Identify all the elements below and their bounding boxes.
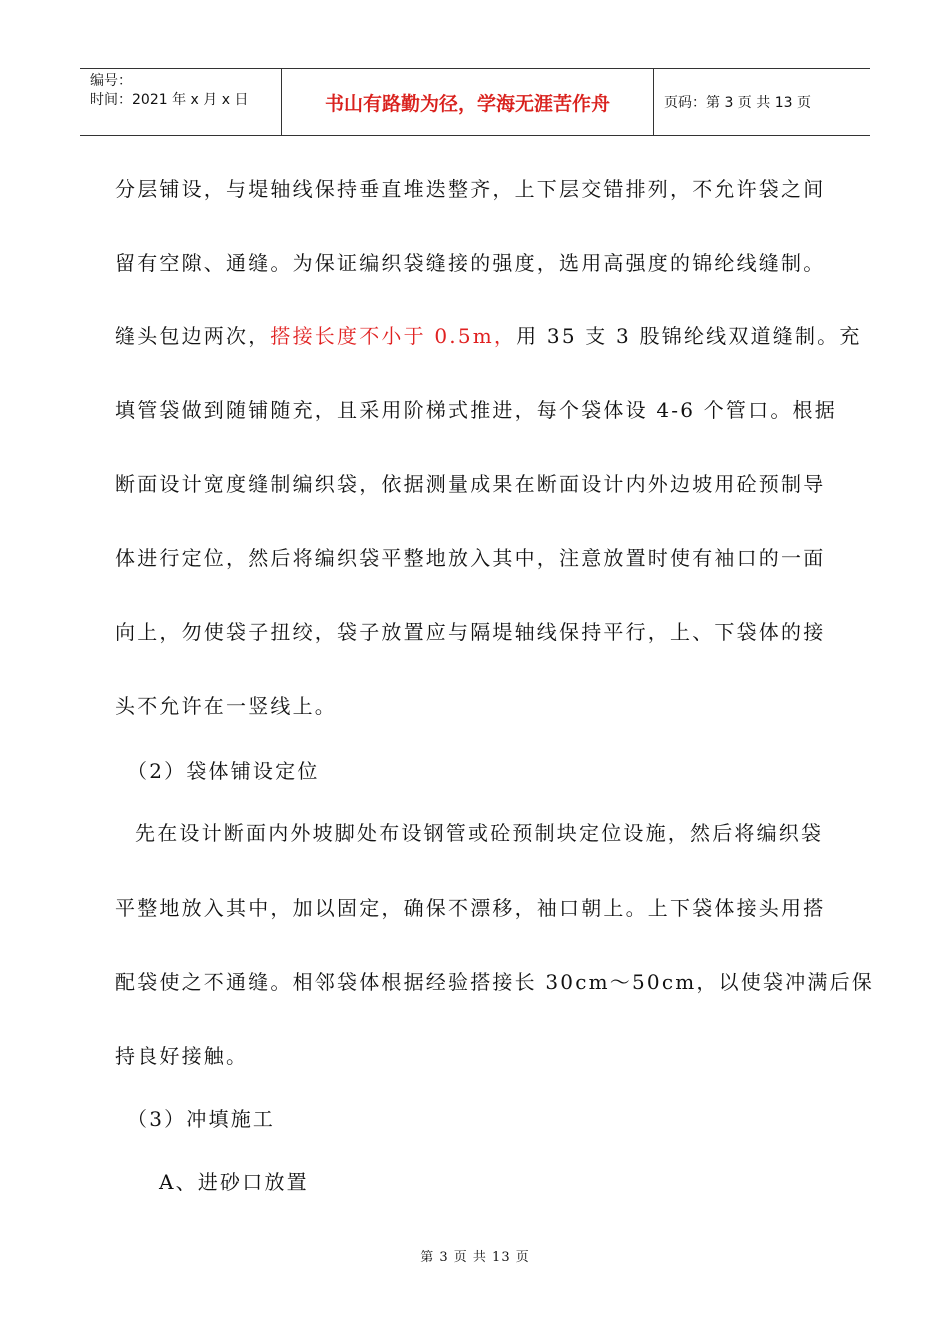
highlighted-text: 搭接长度不小于 0.5m， xyxy=(270,324,517,348)
subsection-heading: A、进砂口放置 xyxy=(159,1170,309,1194)
text-segment: 用 35 支 3 股锦纶线双道缝制。充 xyxy=(516,324,862,348)
header-page-info: 页码：第 3 页 共 13 页 xyxy=(664,95,811,111)
section-heading: （3）冲填施工 xyxy=(127,1107,276,1131)
paragraph-line: 断面设计宽度缝制编织袋，依据测量成果在断面设计内外边坡用砼预制导 xyxy=(115,472,826,496)
paragraph-line: 持良好接触。 xyxy=(115,1044,249,1068)
header-meta xyxy=(80,69,282,135)
paragraph-line: 平整地放入其中，加以固定，确保不漂移，袖口朝上。上下袋体接头用搭 xyxy=(115,896,826,920)
text-segment: 缝头包边两次， xyxy=(115,324,271,348)
paragraph-line: 体进行定位，然后将编织袋平整地放入其中，注意放置时使有袖口的一面 xyxy=(115,546,826,570)
paragraph-line xyxy=(115,322,862,350)
section-heading: （2）袋体铺设定位 xyxy=(127,759,320,783)
page-header xyxy=(80,68,870,136)
paragraph-line: 先在设计断面内外坡脚处布设钢管或砼预制块定位设施，然后将编织袋 xyxy=(135,821,824,845)
header-motto: 书山有路勤为径，学海无涯苦作舟 xyxy=(282,69,654,135)
document-number: 编号： xyxy=(90,73,132,89)
paragraph-line: 向上，勿使袋子扭绞，袋子放置应与隔堤轴线保持平行，上、下袋体的接 xyxy=(115,620,826,644)
paragraph-line: 留有空隙、通缝。为保证编织袋缝接的强度，选用高强度的锦纶线缝制。 xyxy=(115,251,826,275)
paragraph-line: 头不允许在一竖线上。 xyxy=(115,694,337,718)
paragraph-line: 分层铺设，与堤轴线保持垂直堆迭整齐，上下层交错排列，不允许袋之间 xyxy=(115,177,826,201)
paragraph-line: 填管袋做到随铺随充，且采用阶梯式推进，每个袋体设 4-6 个管口。根据 xyxy=(115,398,837,422)
page-footer: 第 3 页 共 13 页 xyxy=(420,1250,530,1265)
paragraph-line: 配袋使之不通缝。相邻袋体根据经验搭接长 30cm～50cm，以使袋冲满后保 xyxy=(115,970,874,994)
document-date: 时间：2021 年 x 月 x 日 xyxy=(90,92,249,108)
